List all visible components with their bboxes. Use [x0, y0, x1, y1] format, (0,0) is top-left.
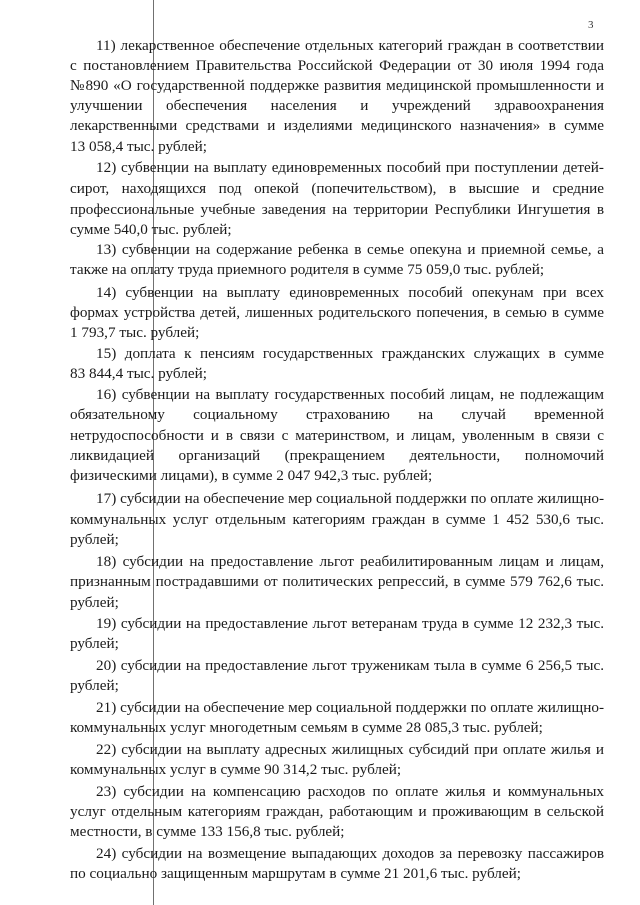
text-line: профессиональные учебные заведения на территории Республики Ингушетия в — [70, 201, 604, 218]
text-line: 18) субсидии на предоставление льгот реабилитированным лицам и лицам, — [96, 553, 604, 570]
text-line: с постановлением Правительства Российской Федерации от 30 июля 1994 года — [70, 57, 604, 74]
text-line: признанным пострадавшими от политических репрессий, в сумме 579 762,6 тыс. — [70, 573, 604, 590]
text-line: 83 844,4 тыс. рублей; — [70, 365, 207, 382]
text-line: рублей; — [70, 531, 119, 548]
text-line: улучшении обеспечения населения и учреждений здравоохранения — [70, 97, 604, 114]
text-line: сирот, находящихся под опекой (попечительством), в высшие и средние — [70, 180, 604, 197]
text-line: нетрудоспособности и в связи с материнством, и лицам, уволенным в связи с — [70, 427, 604, 444]
text-line: 23) субсидии на компенсацию расходов по оплате жилья и коммунальных — [96, 783, 604, 800]
text-line: рублей; — [70, 635, 119, 652]
text-line: сумме 540,0 тыс. рублей; — [70, 221, 232, 238]
text-line: лекарственными средствами и изделиями медицинского назначения» в сумме — [70, 117, 604, 134]
text-line: также на оплату труда приемного родителя в сумме 75 059,0 тыс. рублей; — [70, 261, 545, 278]
text-line: коммунальных услуг многодетным семьям в сумме 28 085,3 тыс. рублей; — [70, 719, 543, 736]
text-line: ликвидацией организаций (прекращением деятельности, полномочий — [70, 447, 604, 464]
text-line: 20) субсидии на предоставление льгот труженикам тыла в сумме 6 256,5 тыс. — [96, 657, 604, 674]
text-line: формах устройства детей, лишенных родительского попечения, в семью в сумме — [70, 304, 604, 321]
text-line: №890 «О государственной поддержке развития медицинской промышленности и — [70, 77, 604, 94]
text-line: физическими лицами), в сумме 2 047 942,3 тыс. рублей; — [70, 467, 433, 484]
text-line: 21) субсидии на обеспечение мер социальной поддержки по оплате жилищно- — [96, 699, 604, 716]
text-line: рублей; — [70, 677, 119, 694]
text-line: 24) субсидии на возмещение выпадающих доходов за перевозку пассажиров — [96, 845, 604, 862]
text-line: обязательному социальному страхованию на случай временной — [70, 406, 604, 423]
text-line: услуг отдельным категориям граждан, работающим и проживающим в сельской — [70, 803, 604, 820]
text-line: 1 793,7 тыс. рублей; — [70, 324, 200, 341]
text-line: 16) субвенции на выплату государственных пособий лицам, не подлежащим — [96, 386, 604, 403]
text-line: 17) субсидии на обеспечение мер социальной поддержки по оплате жилищно- — [96, 490, 604, 507]
text-line: коммунальных услуг отдельным категориям граждан в сумме 1 452 530,6 тыс. — [70, 511, 604, 528]
text-line: местности, в сумме 133 156,8 тыс. рублей; — [70, 823, 345, 840]
text-line: 22) субсидии на выплату адресных жилищных субсидий при оплате жилья и — [96, 741, 604, 758]
text-line: по социально защищенным маршрутам в сумме 21 201,6 тыс. рублей; — [70, 865, 521, 882]
text-line: 15) доплата к пенсиям государственных гражданских служащих в сумме — [96, 345, 604, 362]
text-line: 19) субсидии на предоставление льгот ветеранам труда в сумме 12 232,3 тыс. — [96, 615, 604, 632]
text-line: рублей; — [70, 594, 119, 611]
text-line: 12) субвенции на выплату единовременных пособий при поступлении детей- — [96, 159, 604, 176]
text-line: коммунальных услуг в сумме 90 314,2 тыс. рублей; — [70, 761, 402, 778]
page-number: 3 — [588, 19, 594, 31]
text-line: 11) лекарственное обеспечение отдельных категорий граждан в соответствии — [96, 37, 604, 54]
text-line: 14) субвенции на выплату единовременных пособий опекунам при всех — [96, 284, 604, 301]
text-line: 13) субвенции на содержание ребенка в семье опекуна и приемной семье, а — [96, 241, 604, 258]
text-line: 13 058,4 тыс. рублей; — [70, 138, 207, 155]
